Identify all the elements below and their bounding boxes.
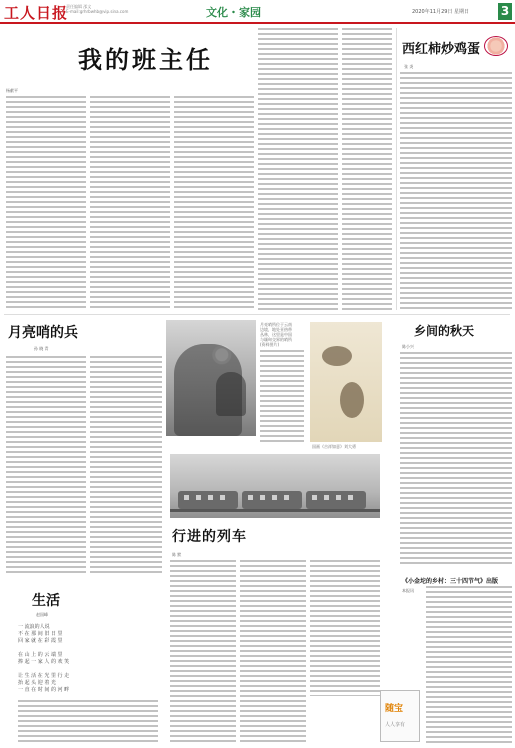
headline-shenghuo: 生活: [32, 593, 60, 609]
moon-outpost-photo: [166, 320, 256, 436]
column-divider: [396, 28, 397, 310]
train-car: [178, 491, 238, 509]
article-yueliang-col2: [90, 356, 162, 576]
poem-shenghuo-cont: [18, 700, 158, 744]
newspaper-logo: 工人日报: [4, 4, 69, 22]
article-jiaoyuan: [426, 586, 512, 744]
page-number: 3: [498, 3, 512, 20]
masthead: [0, 0, 515, 24]
moon-photo-caption: 月亮哨所位于云南 边境，地处亚热带 丛林，这里是中国 与缅甸交界的哨所 (资料图片): [260, 322, 292, 347]
article-banzhuren-col2: [90, 96, 170, 310]
ad-subtitle: 人人享有: [385, 722, 406, 728]
headline-lieche: 行进的列车: [172, 529, 247, 545]
byline-qiutian: 陈小兴: [402, 344, 414, 349]
byline-xihongshi: 张 炎: [404, 64, 414, 69]
issue-date: 2020年11月29日 星期日: [412, 9, 470, 15]
dish-illustration: [480, 30, 512, 62]
headline-banzhuren: 我的班主任: [78, 45, 213, 74]
tomato-egg-dish-icon: [484, 36, 508, 56]
masthead-meta: [66, 4, 128, 14]
headline-yueliang: 月亮哨的兵: [8, 325, 78, 341]
painting-caption: 国画《吉祥如意》刘大勇: [312, 444, 356, 449]
soldier-silhouette-2: [216, 372, 246, 416]
section-title: 文化・家园: [206, 6, 261, 19]
article-lieche-col2: [240, 560, 306, 744]
chinese-painting: [310, 322, 382, 442]
ad-title: 随宝: [385, 704, 404, 714]
ad-box[interactable]: [380, 690, 420, 742]
email-line: E-mail:grhrbwhb@vip.sina.com: [66, 9, 129, 14]
article-qiutian: [400, 352, 512, 564]
ink-blot: [322, 346, 352, 366]
train-car: [306, 491, 366, 509]
byline-banzhuren: 杨献平: [6, 88, 18, 93]
ink-blot: [340, 382, 364, 418]
moon-photo-text: [260, 350, 304, 442]
article-banzhuren-col5: [342, 28, 392, 310]
article-lieche-col1: [170, 560, 236, 744]
headline-qiutian: 乡间的秋天: [414, 324, 475, 338]
article-banzhuren-col3: [174, 96, 254, 310]
headline-xihongshi: 西红柿炒鸡蛋: [402, 42, 481, 57]
headline-jiaoyuan: 《小金坨的乡村：三十四节气》出版: [402, 578, 499, 585]
article-banzhuren-col1: [6, 96, 86, 310]
byline-yueliang: 孙 晓 青: [34, 346, 49, 351]
article-yueliang-col1: [6, 356, 86, 576]
section-divider: [4, 314, 510, 315]
byline-shenghuo: 赵国峰: [36, 612, 48, 617]
byline-jiaoyuan: 本报讯: [402, 588, 414, 593]
article-lieche-col3: [310, 560, 380, 696]
train-track: [170, 509, 380, 512]
article-banzhuren-col4: [258, 28, 338, 310]
byline-lieche: 陈 默: [172, 552, 182, 557]
article-xihongshi: [400, 72, 512, 310]
train-car: [242, 491, 302, 509]
editor-line: 责任编辑 邵文: [66, 4, 92, 9]
train-photo: [170, 454, 380, 518]
